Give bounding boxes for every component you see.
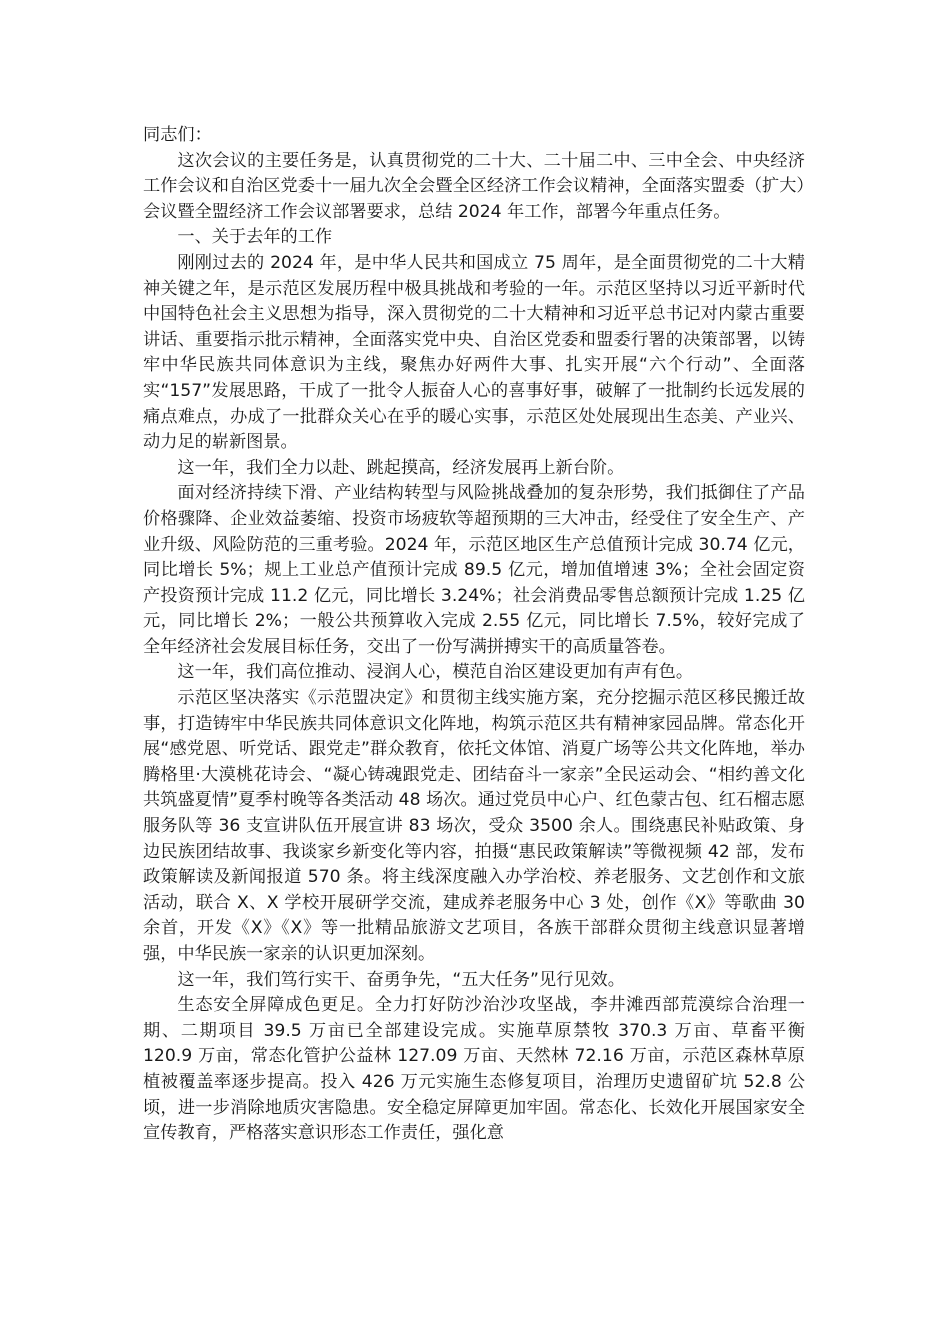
body-paragraph: 示范区坚决落实《示范盟决定》和贯彻主线实施方案，充分挖掘示范区移民搬迁故事，打造铸牢中华民族共同体意识文化阵地，构筑示范区共有精神家园品牌。常态化开展“感党恩、听党话、跟党走”群众教育，依托文体馆、消夏广场等公共文化阵地，举办腾格里·大漠桃花诗会、“凝心铸魂跟党走、团结奋斗一家亲”全民运动会、“相约善文化共筑盛夏情”夏季村晚等各类活动 48 场次。通过党员中心户、红色蒙古包、红石榴志愿服务队等 36 支宣讲队伍开展宣讲 83 场次，受众 3500 余人。围绕惠民补贴政策、身边民族团结故事、我谈家乡新变化等内容，拍摄“惠民政策解读”等微视频 42 部，发布政策解读及新闻报道 570 条。将主线深度融入办学治校、养老服务、文艺创作和文旅活动，联合 X、X 学校开展研学交流，建成养老服务中心 3 处，创作《X》等歌曲 30 余首，开发《X》《X》等一批精品旅游文艺项目，各族干部群众贯彻主线意识显著增强，中华民族一家亲的认识更加深刻。 [143, 688, 805, 964]
body-paragraph: 生态安全屏障成色更足。全力打好防沙治沙攻坚战，李井滩西部荒漠综合治理一期、二期项目 39.5 万亩已全部建设完成。实施草原禁牧 370.3 万亩、草畜平衡 120.9 万亩，常态化管护公益林 127.09 万亩、天然林 72.16 万亩，示范区森林草原植被覆盖率逐步提高。投入 426 万元实施生态修复项目，治理历史遗留矿坑 52.8 公顷，进一步消除地质灾害隐患。安全稳定屏障更加牢固。常态化、长效化开展国家安全宣传教育，严格落实意识形态工作责任，强化意 [143, 995, 805, 1144]
subheading-paragraph: 这一年，我们高位推动、浸润人心，模范自治区建设更加有声有色。 [177, 662, 694, 683]
salutation: 同志们： [143, 125, 212, 145]
intro-paragraph: 这次会议的主要任务是，认真贯彻党的二十大、二十届二中、三中全会、中央经济工作会议和自治区党委十一届九次全会暨全区经济工作会议精神，全面落实盟委（扩大）会议暨全盟经济工作会议部署要求，总结 2024 年工作，部署今年重点任务。 [143, 150, 805, 222]
body-paragraph: 刚刚过去的 2024 年，是中华人民共和国成立 75 周年，是全面贯彻党的二十大精神关键之年，是示范区发展历程中极具挑战和考验的一年。示范区坚持以习近平新时代中国特色社会主义思想为指导，深入贯彻党的二十大精神和习近平总书记对内蒙古重要讲话、重要指示批示精神，全面落实党中央、自治区党委和盟委行署的决策部署，以铸牢中华民族共同体意识为主线，聚焦办好两件大事、扎实开展“六个行动”、全面落实“157”发展思路，干成了一批令人振奋人心的喜事好事，破解了一批制约长远发展的痛点难点，办成了一批群众关心在乎的暖心实事，示范区处处展现出生态美、产业兴、动力足的崭新图景。 [143, 252, 805, 453]
body-paragraph: 面对经济持续下滑、产业结构转型与风险挑战叠加的复杂形势，我们抵御住了产品价格骤降、企业效益萎缩、投资市场疲软等超预期的三大冲击，经受住了安全生产、产业升级、风险防范的三重考验。2024 年，示范区地区生产总值预计完成 30.74 亿元，同比增长 5%；规上工业总产值预计完成 89.5 亿元，增加值增速 3%；全社会固定资产投资预计完成 11.2 亿元，同比增长 3.24%；社会消费品零售总额预计完成 1.25 亿元，同比增长 2%；一般公共预算收入完成 2.55 亿元，同比增长 7.5%，较好完成了全年经济社会发展目标任务，交出了一份写满拼搏实干的高质量答卷。 [143, 483, 805, 657]
subheading-paragraph: 这一年，我们笃行实干、奋勇争先，“五大任务”见行见效。 [177, 969, 625, 990]
subheading-paragraph: 这一年，我们全力以赴、跳起摸高，经济发展再上新台阶。 [177, 457, 625, 478]
document-page [143, 123, 805, 1147]
section-heading: 一、关于去年的工作 [177, 227, 333, 248]
